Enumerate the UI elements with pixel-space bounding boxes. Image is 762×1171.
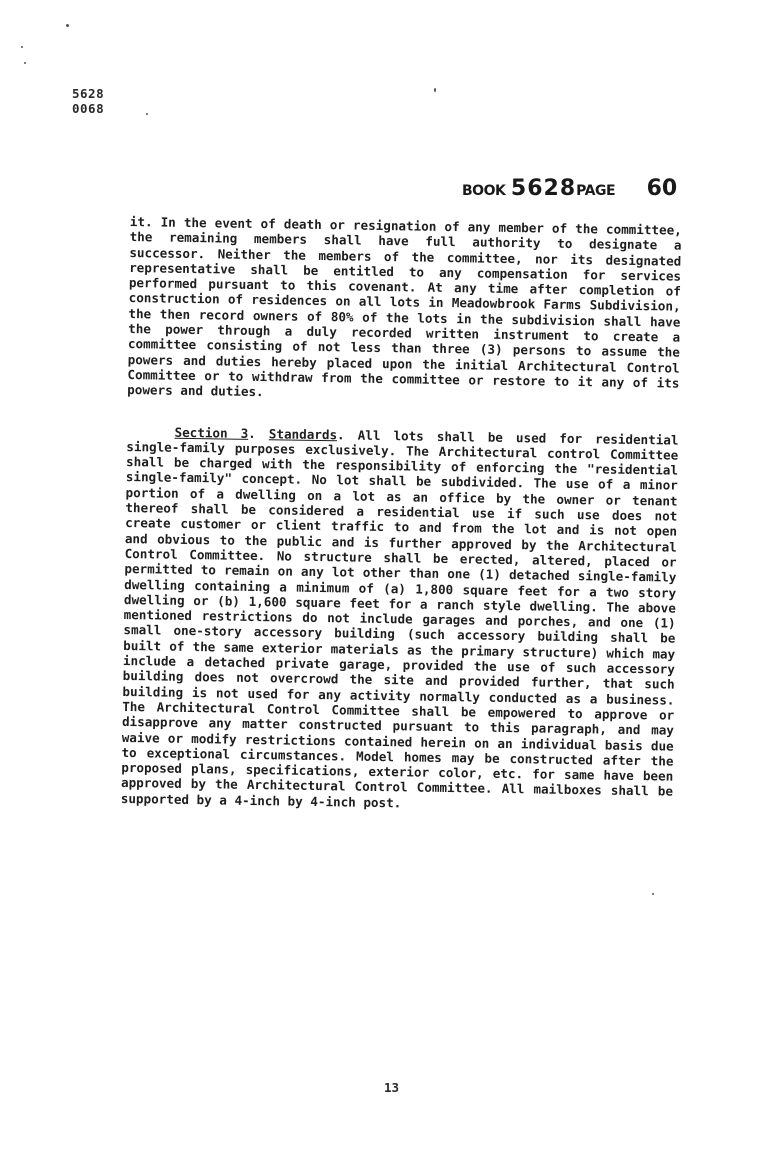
paragraph-committee: it. In the event of death or resignation of any member of the committee, the remaining members shall have full authority to designate a successor. Neither the members of the committee, nor its designated representative shall be entitled to any compensation for services performed pursuant to this covenant. At any time after completion of construction of residences on all lots in Meadowbrook Farms Subdivision, the then record owners of 80% of the lots in the subdivision shall have the power through a duly recorded written instrument to create a committee consisting of not less than three (3) persons to assume the powers and duties hereby placed upon the initial Architectural Control Committee or to withdraw from the committee or restore to it any of its powers and duties. [127, 214, 682, 400]
recording-stamp [72, 86, 104, 116]
scan-speck [21, 46, 23, 48]
scan-speck [652, 893, 654, 895]
recording-stamp-line1: 5628 [72, 86, 105, 101]
scan-speck [66, 24, 69, 27]
footer-page-number: 13 [384, 1080, 400, 1095]
section-title: Standards [268, 425, 338, 442]
page-number: 60 [646, 176, 678, 201]
book-page-reference [462, 176, 677, 201]
page-label: PAGE [576, 183, 616, 199]
book-label: BOOK [462, 183, 506, 199]
section-text: All lots shall be used for residential single-family purposes exclusively. The Architectural control Committee shall be charged with the responsibility of enforcing the "residential single-family" concept. No lot shall be subdivided. The use of a minor portion of a dwelling on a lot as an office by the owner or tenant thereof shall be considered a residential use if such use does not create customer or client traffic to and from the lot and is not open and obvious to the public and is further approved by the Architectural Control Committee. No structure shall be erected, altered, placed or permitted to remain on any lot other than one (1) detached single-family dwelling containing a minimum of (a) 1,800 square feet for a two story dwelling or (b) 1,600 square feet for a ranch style dwelling. The above mentioned restrictions do not include garages and porches, and one (1) small one-story accessory building (such accessory building shall be built of the same exterior materials as the primary structure) which may include a detached private garage, provided the use of such accessory building does not overcrowd the site and provided further, that such building is not used for any activity normally conducted as a business. The Architectural Control Committee shall be empowered to approve or disapprove any matter constructed pursuant to this paragraph, and may waive or modify restrictions contained herein on an individual basis due to exceptional circumstances. Model homes may be constructed after the proposed plans, specifications, exterior color, etc. for same have been approved by the Architectural Control Committee. All mailboxes shall be supported by a 4-inch by 4-inch post. [120, 427, 679, 811]
scan-speck [146, 113, 148, 115]
scan-speck [24, 62, 26, 64]
recording-stamp-line2: 0068 [72, 101, 105, 116]
book-number: 5628 [510, 176, 577, 201]
section-number: Section 3 [174, 424, 249, 441]
paragraph-section-3: Section 3. Standards. All lots shall be used for residential single-family purposes exclusively. The Architectural control Committee shall be charged with the responsibility of enforcing the "residential single-family" concept. No lot shall be subdivided. The use of a minor portion of a dwelling on a lot as an office by the owner or tenant thereof shall be considered a residential use if such use does not create customer or client traffic to and from the lot and is not open and obvious to the public and is further approved by the Architectural Control Committee. No structure shall be erected, altered, placed or permitted to remain on any lot other than one (1) detached single-family dwelling containing a minimum of (a) 1,800 square feet for a two story dwelling or (b) 1,600 square feet for a ranch style dwelling. The above mentioned restrictions do not include garages and porches, and one (1) small one-story accessory building (such accessory building shall be built of the same exterior materials as the primary structure) which may include a detached private garage, provided the use of such accessory building does not overcrowd the site and provided further, that such building is not used for any activity normally conducted as a business. The Architectural Control Committee shall be empowered to approve or disapprove any matter constructed pursuant to this paragraph, and may waive or modify restrictions contained herein on an individual basis due to exceptional circumstances. Model homes may be constructed after the proposed plans, specifications, exterior color, etc. for same have been approved by the Architectural Control Committee. All mailboxes shall be supported by a 4-inch by 4-inch post. [120, 424, 679, 811]
scan-speck [434, 88, 436, 92]
document-body [121, 214, 682, 815]
